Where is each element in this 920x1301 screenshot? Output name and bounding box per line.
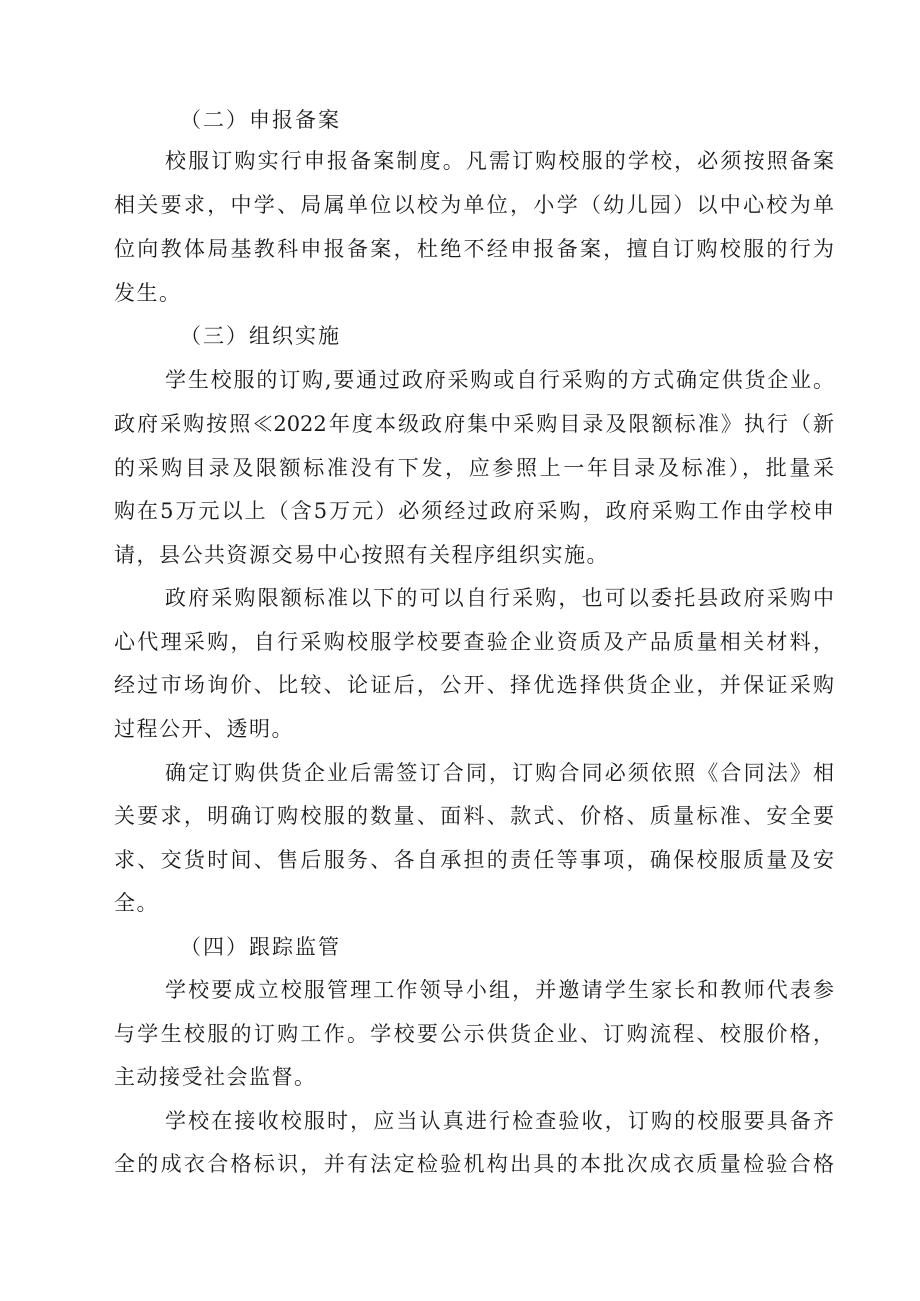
- paragraph-line: 位向教体局基教科申报备案，杜绝不经申报备案，擅自订购校服的行为: [114, 237, 834, 261]
- paragraph-line: 主动接受社会监督。: [114, 1065, 317, 1089]
- paragraph-line: 确定订购供货企业后需签订合同，订购合同必须依照《合同法》相: [165, 761, 834, 785]
- section-heading-4: （四）跟踪监管: [180, 935, 341, 959]
- paragraph-line: 学生校服的订购,要通过政府采购或自行采购的方式确定供货企业。: [165, 368, 834, 392]
- paragraph-line: 经过市场询价、比较、论证后，公开、择优选择供货企业，并保证采购: [114, 673, 834, 697]
- paragraph-line: 学校要成立校服管理工作领导小组，并邀请学生家长和教师代表参: [165, 978, 834, 1002]
- paragraph-line: 政府采购限额标准以下的可以自行采购，也可以委托县政府采购中: [165, 586, 834, 610]
- paragraph-line: 求、交货时间、售后服务、各自承担的责任等事项，确保校服质量及安: [114, 848, 834, 872]
- paragraph-line: 请，县公共资源交易中心按照有关程序组织实施。: [114, 543, 609, 567]
- paragraph-line: 与学生校服的订购工作。学校要公示供货企业、订购流程、校服价格，: [114, 1022, 834, 1046]
- paragraph-line: 学校在接收校服时，应当认真进行检查验收，订购的校服要具备齐: [165, 1109, 834, 1133]
- section-heading-2: （二）申报备案: [180, 108, 341, 132]
- paragraph-line: 的采购目录及限额标准没有下发，应参照上一年目录及标准），批量采: [114, 456, 834, 480]
- paragraph-line: 校服订购实行申报备案制度。凡需订购校服的学校，必须按照备案: [165, 149, 834, 173]
- paragraph-line: 全。: [114, 891, 159, 915]
- paragraph-line: 相关要求，中学、局属单位以校为单位，小学（幼儿园）以中心校为单: [114, 193, 834, 217]
- paragraph-line: 政府采购按照≪2022年度本级政府集中采购目录及限额标准》执行（新: [114, 412, 834, 436]
- paragraph-line: 关要求，明确订购校服的数量、面料、款式、价格、质量标准、安全要: [114, 804, 834, 828]
- paragraph-line: 过程公开、透明。: [114, 717, 294, 741]
- paragraph-line: 发生。: [114, 281, 182, 305]
- paragraph-line: 全的成衣合格标识，并有法定检验机构出具的本批次成衣质量检验合格: [114, 1152, 834, 1176]
- paragraph-line: 心代理采购，自行采购校服学校要查验企业资质及产品质量相关材料，: [114, 630, 834, 654]
- paragraph-line: 购在5万元以上（含5万元）必须经过政府采购，政府采购工作由学校申: [114, 499, 834, 523]
- section-heading-3: （三）组织实施: [180, 324, 341, 348]
